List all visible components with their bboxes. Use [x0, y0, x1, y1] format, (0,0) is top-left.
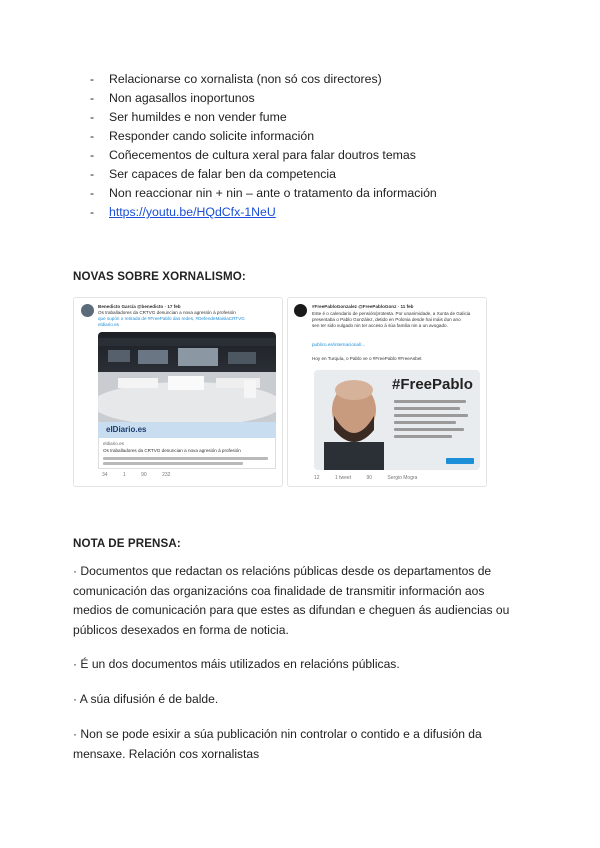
poster-bullet-list [394, 400, 474, 442]
retweet-count[interactable]: 1 [122, 472, 126, 478]
paragraph: · Documentos que redactan os relacións públicas desde os departamentos de comunicación das organizacións coa finalidade de transmitir información aos medios de comunicación para que estes as difundan e cheguen ás audiencias ou públicos desexados en forma de noticia. [73, 564, 510, 637]
newsroom-photo [98, 332, 276, 422]
video-link[interactable]: https://youtu.be/HQdCfx-1NeU [109, 205, 276, 219]
bullet-dash: - [90, 148, 95, 162]
list-item [90, 203, 437, 222]
card-caption: Os traballadores da CRTVG denuncian a nova agresión á profesión [103, 448, 241, 453]
text-placeholder [394, 414, 468, 417]
list-item: - Relacionarse co xornalista (non só cos directores) [90, 70, 437, 89]
list-item: - Non agasallos inoportunos [90, 89, 437, 108]
list-item: - Ser capaces de falar ben da competencia [90, 165, 437, 184]
list-item: - Non reaccionar nin + nin – ante o tratamento da información [90, 184, 437, 203]
bullet-dash: - [90, 110, 95, 124]
reply-count[interactable]: 34 [102, 472, 108, 478]
freepablo-poster [314, 370, 480, 470]
paragraph: · É un dos documentos máis utilizados en relacións públicas. [73, 657, 400, 671]
eldiario-logo: eIDiario.es [98, 422, 276, 438]
retweet-count[interactable]: 1 tweet [334, 475, 352, 481]
tweet-actions [314, 475, 431, 481]
bullet-dash: - [90, 186, 95, 200]
like-count[interactable]: 90 [141, 472, 147, 478]
share-label[interactable]: Sergio Mogra [387, 475, 418, 481]
view-count[interactable]: 232 [162, 472, 171, 478]
tweet-embed-freepablo[interactable] [287, 297, 487, 487]
tweet-actions [102, 472, 184, 478]
tweet-text: Hoy en Turquía, o Pablo ve o #FreePablo #FreeAsbet [312, 356, 422, 361]
bullet-dash: - [90, 91, 95, 105]
tweet-text: que supón o retirada de #FreePablo das redes, #DefendeMaislaCRTVG [98, 316, 245, 321]
like-count[interactable]: 90 [366, 475, 373, 481]
avatar [81, 304, 94, 317]
text-placeholder [103, 457, 268, 460]
tweet-text: eldiario.es [98, 322, 119, 327]
press-release-heading: NOTA DE PRENSA: [73, 537, 181, 550]
paragraph: · Non se pode esixir a súa publicación nin controlar o contido e a difusión da mensaxe. Relación cos xornalistas [73, 727, 482, 761]
list-item: - Ser humildes e non vender fume [90, 108, 437, 127]
recommendations-list [90, 70, 437, 222]
list-item: - Coñecementos de cultura xeral para falar doutros temas [90, 146, 437, 165]
tweet-text: Este é o calendario de pensión/protesta. Por unanimidade, a Xunta de Galicia [312, 311, 471, 316]
poster-hashtag: #FreePablo [392, 376, 473, 393]
bullet-dash: - [90, 205, 95, 219]
text-placeholder [103, 462, 243, 465]
text-placeholder [394, 435, 452, 438]
tweet-text: Os traballadores da CRTVG denuncian a nova agresión á profesión [98, 310, 236, 315]
news-heading: NOVAS SOBRE XORNALISMO: [73, 270, 246, 283]
tweet-link[interactable]: publico.es/internacional/... [312, 342, 366, 347]
bullet-dash: - [90, 72, 95, 86]
tweet-embed-eldiario[interactable] [73, 297, 283, 487]
bullet-dash: - [90, 129, 95, 143]
text-placeholder [394, 400, 466, 403]
tweet-text: sen ter sido xulgado nin ter acceso á súa familia nin a un avogado. [312, 323, 448, 328]
bullet-dash: - [90, 167, 95, 181]
reply-count[interactable]: 12 [314, 475, 320, 481]
paragraph: · A súa difusión é de balde. [73, 692, 219, 706]
tweet-text: presentaba o Pablo González, detido en Polonia desde hai máis dun ano [312, 317, 461, 322]
link-card[interactable] [98, 438, 276, 469]
tweet-header: Benedicto García @benedicto · 17 feb [98, 304, 181, 309]
text-placeholder [394, 421, 456, 424]
card-source: eldiario.es [103, 441, 124, 446]
list-item: - Responder cando solicite información [90, 127, 437, 146]
newsroom-image [98, 332, 276, 422]
tweet-header: #FreePabloGonzalez @FreePabloGonz · 11 feb [312, 304, 414, 309]
avatar [294, 304, 307, 317]
poster-badge [446, 458, 474, 464]
text-placeholder [394, 407, 460, 410]
text-placeholder [394, 428, 464, 431]
